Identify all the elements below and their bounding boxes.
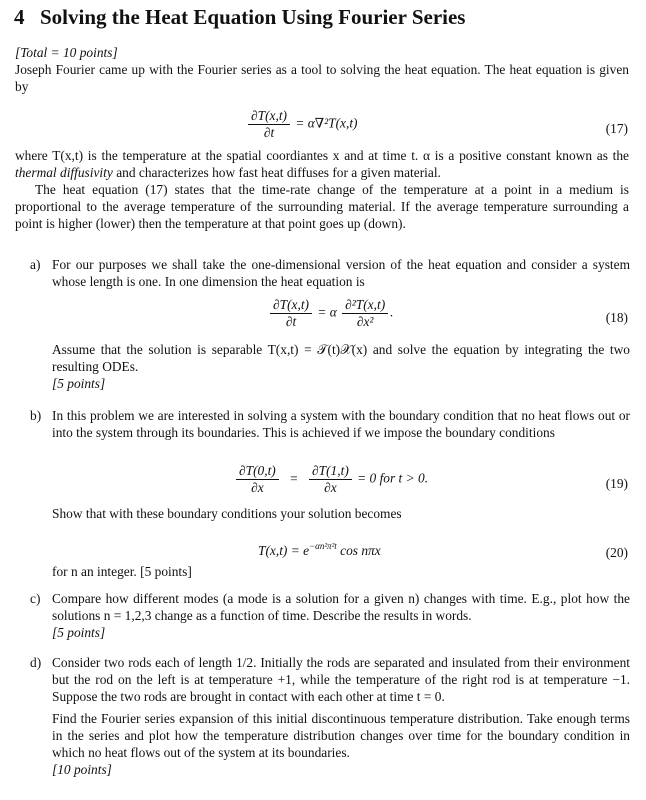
part-c (30, 590, 630, 642)
eq17-lhs-denominator: ∂t (263, 125, 275, 140)
eq17-rhs: = α∇²T(x,t) (295, 115, 358, 131)
eq18-rhs-numerator: ∂²T(x,t) (342, 297, 388, 314)
part-b-show (30, 505, 630, 522)
eq17-lhs-numerator: ∂T(x,t) (248, 108, 290, 125)
intro-paragraph: Joseph Fourier came up with the Fourier series as a tool to solving the heat equation. The heat equation is given by (15, 62, 629, 95)
eq19-tag: (19) (605, 476, 628, 491)
eq18-lhs-denominator: ∂t (285, 314, 297, 329)
part-d-setup: Consider two rods each of length 1/2. Initially the rods are separated and insulated from their environment but the rod on the left is at temperature +1, while the temperature of the right rod is at temperature −1. Suppose the two rods are brought in contact with each other at time t = 0. (52, 655, 630, 705)
part-a-intro: For our purposes we shall take the one-dimensional version of the heat equation and consider a system whose length is one. In one dimension the heat equation is (52, 257, 630, 290)
part-c-text: Compare how different modes (a mode is a solution for a given n) changes with time. E.g., plot how the solutions n = 1,2,3 change as a function of time. Describe the results in words. (52, 591, 630, 624)
definition-text-a: where T(x,t) is the temperature at the spatial coordiantes x and at time t. α is a positive constant known as the (15, 148, 629, 163)
part-d-label: d) (30, 655, 42, 670)
part-a-label: a) (30, 257, 41, 272)
part-a-points: [5 points] (52, 376, 106, 392)
intro-block (15, 44, 629, 96)
part-b-intro: In this problem we are interested in solving a system with the boundary condition that no heat flows out or into the system through its boundaries. This is achieved if we impose the boundary conditions (52, 408, 630, 441)
part-b-label: b) (30, 408, 42, 423)
eq19-b-numerator: ∂T(1,t) (309, 463, 352, 480)
part-a (30, 256, 630, 290)
eq20-lhs: T(x,t) = e (258, 543, 310, 558)
definition-paragraph (15, 147, 629, 181)
eq20-rhs: cos nπx (340, 543, 381, 558)
explanation-paragraph: The heat equation (17) states that the time-rate change of the temperature at a point in a medium is proportional to the average temperature of the surrounding material. If the average temperature surrounding a point is higher (lower) then the temperature at that point goes up (down). (15, 182, 629, 232)
part-b (30, 407, 630, 441)
part-d (30, 654, 630, 778)
eq19-a-numerator: ∂T(0,t) (236, 463, 279, 480)
eq18-tag: (18) (605, 310, 628, 325)
eq18-rhs-denominator: ∂x² (356, 314, 374, 329)
eq19-a-denominator: ∂x (251, 480, 264, 495)
equation-19: $\frac{\partial T(0,t)}{\partial x}$ = $\frac{\partial T(1,t)}{\partial x}$ = 0 for t > 0. (19) (0, 463, 646, 503)
eq20-exponent: −αn²π²t (309, 541, 337, 551)
eq19-b-denominator: ∂x (324, 480, 337, 495)
part-a-rest (30, 341, 630, 393)
eq17-tag: (17) (605, 121, 628, 136)
part-d-task: Find the Fourier series expansion of this initial discontinuous temperature distribution. Take enough terms in the series and plot how the temperature distribution changes over time for the boundary condition in which no heat flows out of the system at its boundaries. (52, 710, 630, 761)
eq18-lhs-numerator: ∂T(x,t) (270, 297, 312, 314)
equation-17 (0, 108, 646, 148)
section-title: Solving the Heat Equation Using Fourier Series (40, 5, 466, 29)
part-b-tail (30, 563, 630, 580)
part-c-label: c) (30, 591, 41, 606)
eq20-tag: (20) (605, 545, 628, 560)
thermal-diffusivity-term: thermal diffusivity (15, 165, 113, 181)
section-heading (14, 4, 465, 30)
part-b-tail-text: for n an integer. [5 points] (52, 564, 192, 579)
part-c-points: [5 points] (52, 625, 106, 641)
part-d-points: [10 points] (52, 762, 112, 778)
part-a-instruction: Assume that the solution is separable T(x,t) = 𝒯(t)𝒳(x) and solve the equation by integrating the two resulting ODEs. (52, 342, 630, 375)
eq18-mid: = α (317, 304, 337, 320)
definition-text-b: and characterizes how fast heat diffuses for a given material. (116, 165, 441, 181)
section-number: 4 (14, 5, 25, 29)
eq19-tail: = 0 for t > 0. (357, 470, 429, 486)
part-b-show-text: Show that with these boundary conditions your solution becomes (52, 506, 402, 521)
equation-18: $\frac{\partial T(x,t)}{\partial t}$ = α $\frac{\text{∂²T(x,t)}}{\text{∂x²}}$ . (18) (0, 297, 646, 337)
total-points: [Total = 10 points] (15, 45, 118, 60)
